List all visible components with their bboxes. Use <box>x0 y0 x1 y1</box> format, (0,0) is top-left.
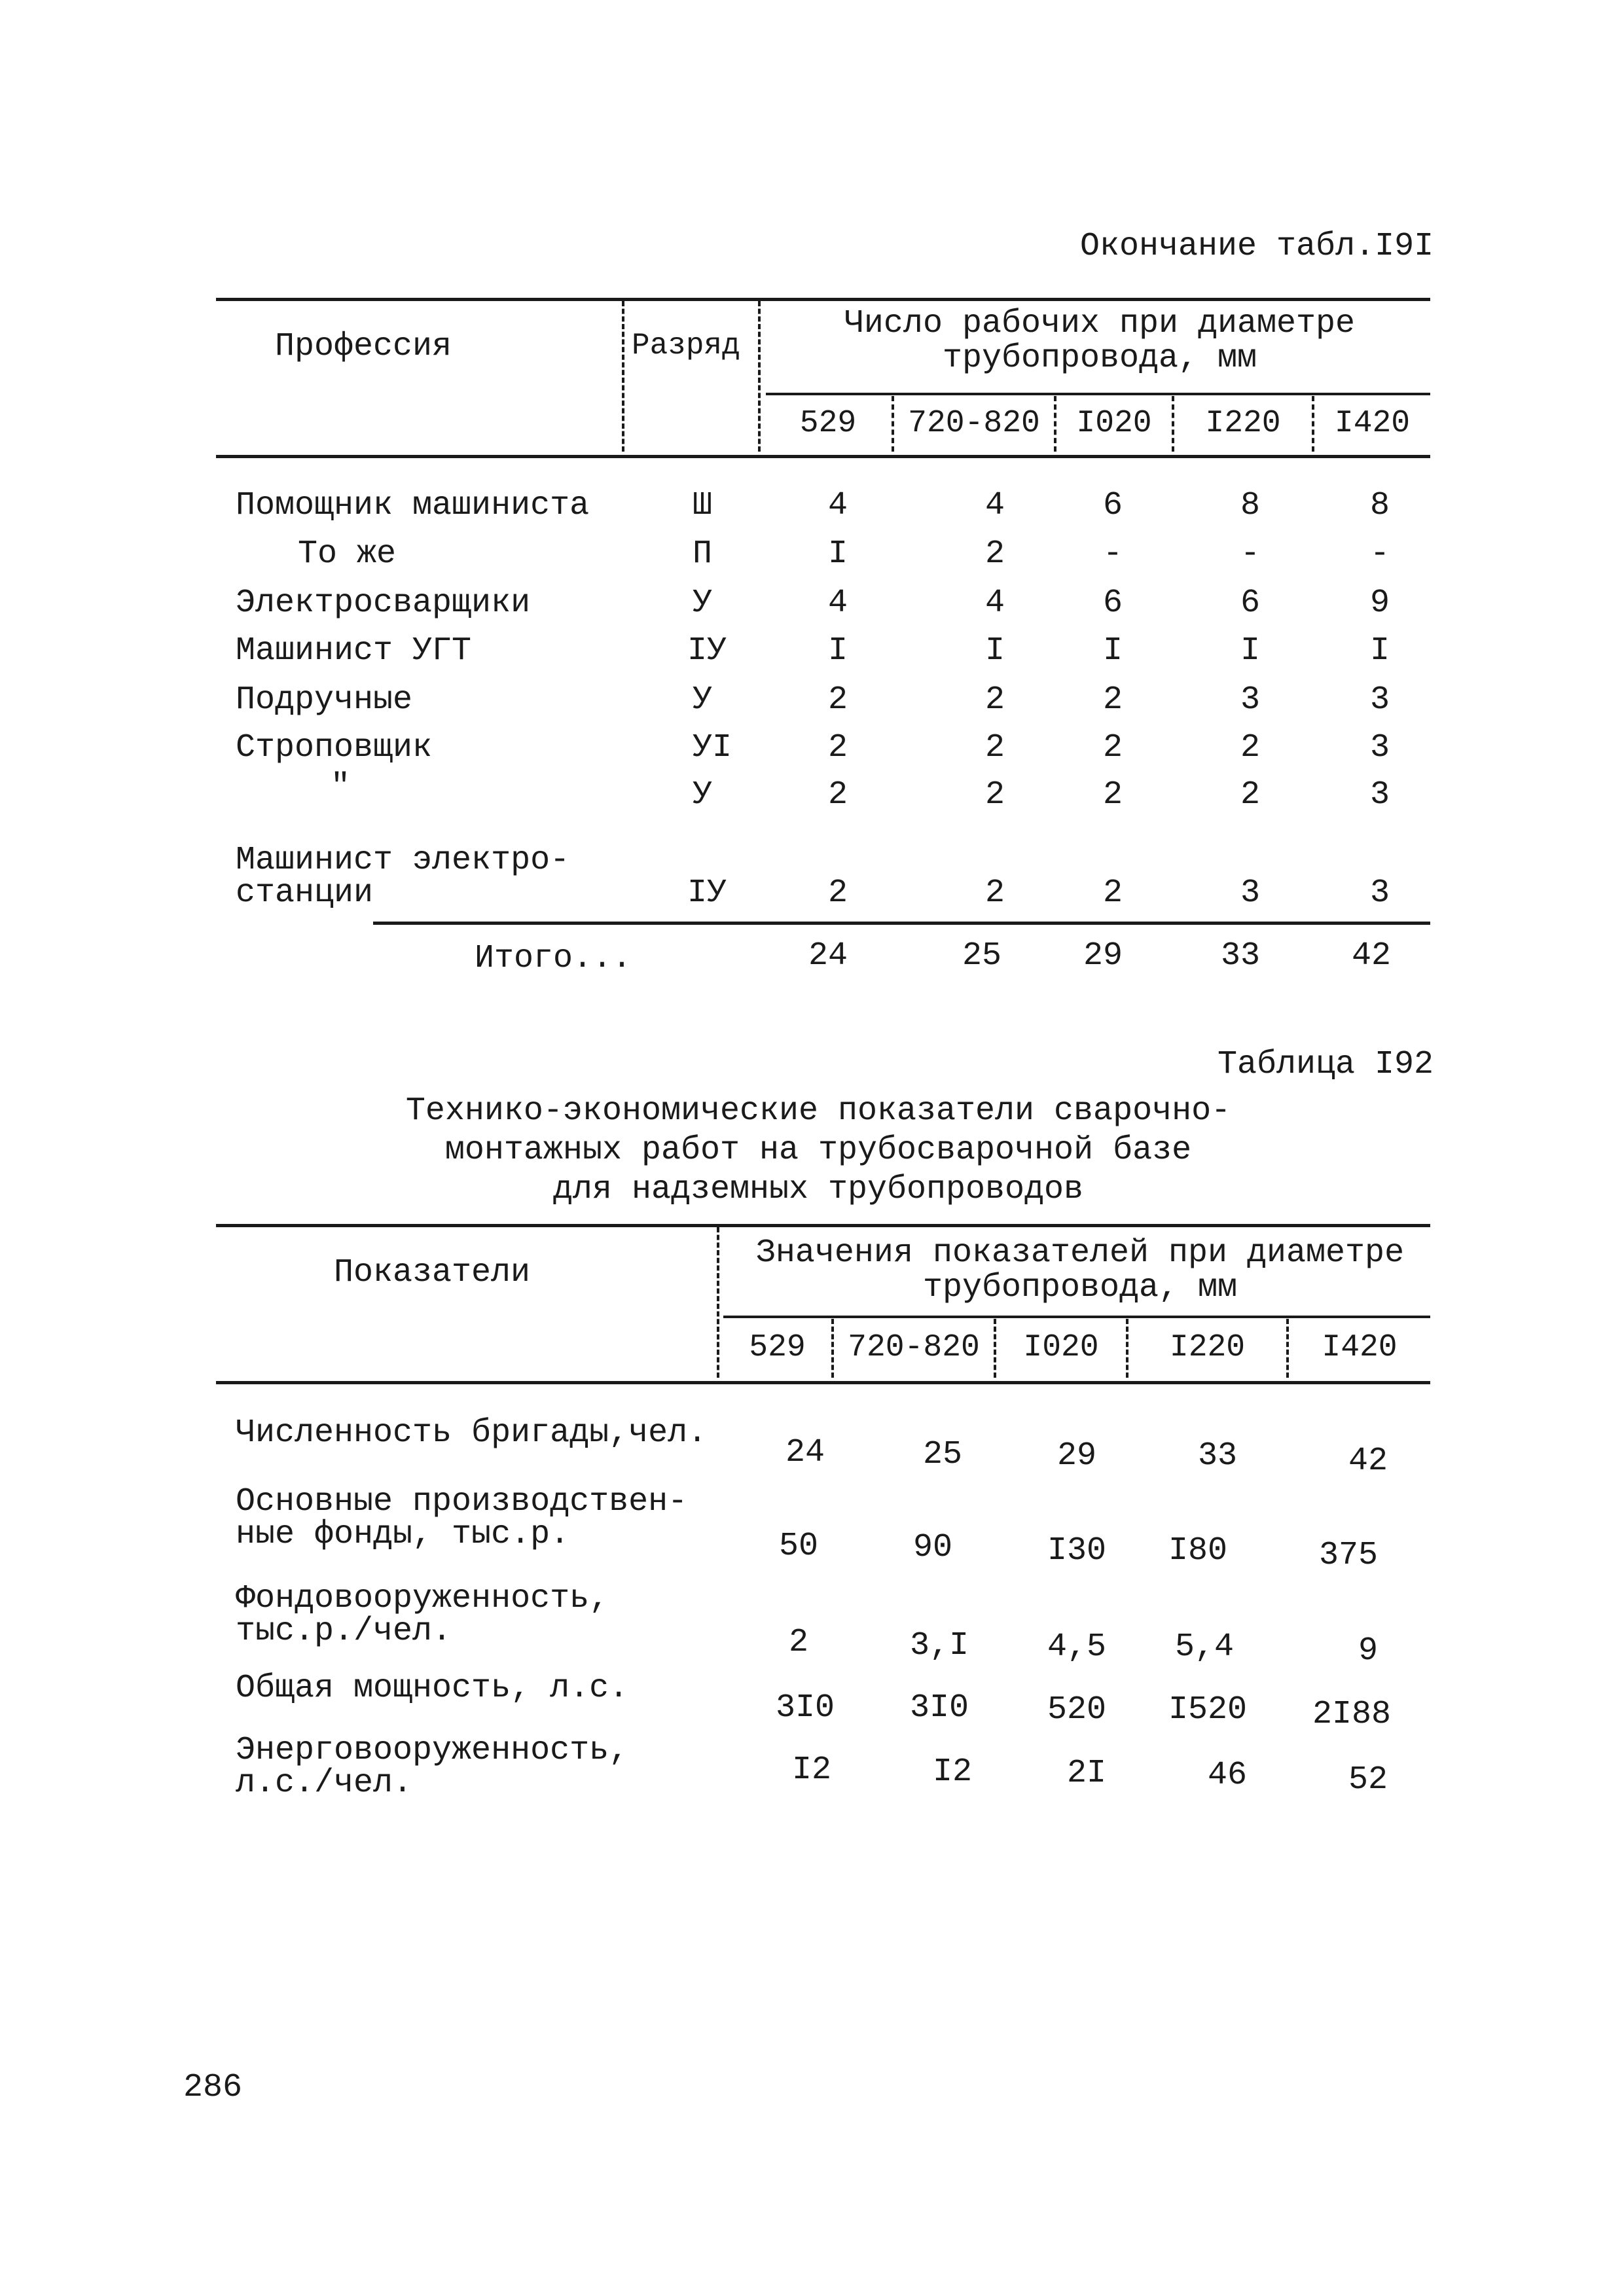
cell-1020: 520 <box>1047 1691 1106 1729</box>
row-grade: Ш <box>693 487 713 524</box>
row-indicator-line2: л.с./чел. <box>236 1765 413 1802</box>
table192-header-indicator: Показатели <box>334 1254 531 1291</box>
cell-720-820: 2 <box>984 729 1005 766</box>
cell-720-820: I2 <box>932 1753 972 1791</box>
table192-title-line3: для надземных трубопроводов <box>552 1171 1084 1208</box>
table191-diameter-529: 529 <box>799 406 857 441</box>
cell-1420: 3 <box>1369 776 1390 814</box>
cell-529: I <box>827 632 848 670</box>
row-indicator-line1: Основные производствен- <box>236 1483 688 1520</box>
cell-720-820: 2 <box>984 874 1005 912</box>
cell-1420: 52 <box>1348 1761 1388 1799</box>
cell-1020: 29 <box>1056 1437 1096 1475</box>
cell-1220: 33 <box>1197 1437 1237 1475</box>
cell-529: 24 <box>785 1434 825 1471</box>
table191-subheader-rule <box>766 393 1430 395</box>
row-profession: Машинист УГТ <box>236 632 472 670</box>
cell-1220: 6 <box>1240 584 1260 622</box>
cell-1420: 2I88 <box>1312 1696 1392 1733</box>
total-529: 24 <box>808 937 848 975</box>
cell-1420: - <box>1369 535 1390 573</box>
table192-caption: Таблица I92 <box>1218 1046 1434 1083</box>
cell-1220: 2 <box>1240 776 1260 814</box>
cell-529: 4 <box>827 584 848 622</box>
row-profession: То же <box>298 535 397 573</box>
row-indicator-line1: Общая мощность, л.с. <box>236 1670 629 1707</box>
cell-1220: 8 <box>1240 487 1260 524</box>
cell-1220: I520 <box>1168 1691 1248 1729</box>
row-grade: У <box>693 584 713 622</box>
cell-1020: I30 <box>1047 1532 1106 1570</box>
cell-1220: I80 <box>1168 1532 1227 1570</box>
total-720-820: 25 <box>962 937 1001 975</box>
cell-1020: 6 <box>1102 584 1123 622</box>
cell-720-820: 2 <box>984 535 1005 573</box>
total-1220: 33 <box>1220 937 1260 975</box>
cell-1420: 375 <box>1318 1537 1378 1574</box>
cell-720-820: 4 <box>984 487 1005 524</box>
table192-title-line2: монтажных работ на трубосварочной базе <box>444 1132 1192 1169</box>
row-indicator-line1: Фондовооруженность, <box>236 1580 609 1617</box>
table192-header-group-line2: трубопровода, мм <box>922 1269 1238 1306</box>
table191-header-group-line2: трубопровода, мм <box>942 340 1257 377</box>
cell-1020: 2 <box>1102 729 1123 766</box>
total-1020: 29 <box>1083 937 1123 975</box>
table192-header-bottom-rule <box>216 1381 1430 1384</box>
cell-1420: 3 <box>1369 681 1390 719</box>
cell-529: 2 <box>827 729 848 766</box>
row-indicator-line1: Численность бригады,чел. <box>236 1414 708 1452</box>
row-grade: IУ <box>687 874 727 912</box>
cell-1220: 46 <box>1207 1757 1247 1794</box>
cell-1420: 9 <box>1358 1632 1378 1670</box>
cell-529: 3I0 <box>775 1689 835 1727</box>
cell-1420: I <box>1369 632 1390 670</box>
row-indicator-line1: Энерговооруженность, <box>236 1732 629 1769</box>
table192-diameter-1020: I020 <box>1023 1330 1099 1365</box>
table191-divider <box>622 301 624 452</box>
table192-diameter-1420: I420 <box>1322 1330 1398 1365</box>
row-indicator-line2: тыс.р./чел. <box>236 1613 452 1650</box>
table191-diameter-1420: I420 <box>1334 406 1411 441</box>
row-profession: Помощник машиниста <box>236 487 590 524</box>
cell-1020: 4,5 <box>1047 1628 1106 1666</box>
row-grade: IУ <box>687 632 727 670</box>
cell-720-820: 90 <box>912 1529 952 1566</box>
row-grade: У <box>693 776 713 814</box>
cell-1220: 3 <box>1240 874 1260 912</box>
cell-720-820: 2 <box>984 776 1005 814</box>
table192-divider <box>717 1227 719 1378</box>
table191-top-rule <box>216 298 1430 301</box>
cell-1020: - <box>1102 535 1123 573</box>
cell-720-820: I <box>984 632 1005 670</box>
row-profession-line2: станции <box>236 874 374 912</box>
cell-1220: 3 <box>1240 681 1260 719</box>
cell-529: 4 <box>827 487 848 524</box>
table192-top-rule <box>216 1224 1430 1227</box>
table191-diameter-1020: I020 <box>1076 406 1152 441</box>
table191-divider <box>758 301 761 452</box>
table191-diameter-720-820: 720-820 <box>908 406 1040 441</box>
cell-529: 2 <box>827 874 848 912</box>
total-label: Итого... <box>475 940 632 977</box>
cell-1020: 2I <box>1066 1755 1106 1792</box>
cell-1220: I <box>1240 632 1260 670</box>
row-grade: У <box>693 681 713 719</box>
cell-529: 2 <box>827 776 848 814</box>
table191-diameter-1220: I220 <box>1205 406 1281 441</box>
cell-1420: 9 <box>1369 584 1390 622</box>
cell-1220: 2 <box>1240 729 1260 766</box>
cell-720-820: 4 <box>984 584 1005 622</box>
cell-1020: 2 <box>1102 874 1123 912</box>
cell-1220: - <box>1240 535 1260 573</box>
row-profession-ditto: " <box>331 768 351 806</box>
table191-total-rule <box>373 922 1430 925</box>
row-grade: П <box>693 535 713 573</box>
table191-caption: Окончание табл.I9I <box>1080 228 1434 265</box>
row-indicator-line2: ные фонды, тыс.р. <box>236 1516 570 1553</box>
table192-diameter-1220: I220 <box>1169 1330 1246 1365</box>
cell-1420: 42 <box>1348 1443 1388 1480</box>
cell-720-820: 2 <box>984 681 1005 719</box>
table191-header-profession: Профессия <box>275 328 452 365</box>
row-profession: Строповщик <box>236 729 433 766</box>
table192-header-group-line1: Значения показателей при диаметре <box>755 1234 1405 1272</box>
row-profession: Подручные <box>236 681 413 719</box>
cell-720-820: 3,I <box>909 1627 969 1664</box>
cell-1020: 2 <box>1102 776 1123 814</box>
page-number: 286 <box>183 2069 243 2106</box>
row-grade: УI <box>693 729 732 766</box>
table192-diameter-720-820: 720-820 <box>848 1330 980 1365</box>
cell-529: I <box>827 535 848 573</box>
row-profession-line1: Машинист электро- <box>236 842 570 879</box>
cell-529: 2 <box>827 681 848 719</box>
cell-720-820: 3I0 <box>909 1689 969 1727</box>
total-1420: 42 <box>1351 937 1391 975</box>
cell-529: 50 <box>778 1528 818 1565</box>
table192-title <box>367 1092 1270 1210</box>
table191-header-grade: Разряд <box>632 329 740 363</box>
table191-header-group-line1: Число рабочих при диаметре <box>844 305 1356 342</box>
cell-529: 2 <box>788 1624 808 1661</box>
cell-529: I2 <box>791 1751 831 1789</box>
table192-title-line1: Технико-экономические показатели сварочно- <box>405 1092 1231 1130</box>
cell-1020: 6 <box>1102 487 1123 524</box>
cell-1420: 8 <box>1369 487 1390 524</box>
cell-720-820: 25 <box>922 1436 962 1473</box>
row-profession: Электросварщики <box>236 584 531 622</box>
cell-1020: 2 <box>1102 681 1123 719</box>
table192-subheader-rule <box>723 1316 1430 1318</box>
table191-header-bottom-rule <box>216 455 1430 458</box>
cell-1220: 5,4 <box>1174 1628 1234 1666</box>
cell-1020: I <box>1102 632 1123 670</box>
table192-diameter-529: 529 <box>749 1330 806 1365</box>
cell-1420: 3 <box>1369 874 1390 912</box>
cell-1420: 3 <box>1369 729 1390 766</box>
